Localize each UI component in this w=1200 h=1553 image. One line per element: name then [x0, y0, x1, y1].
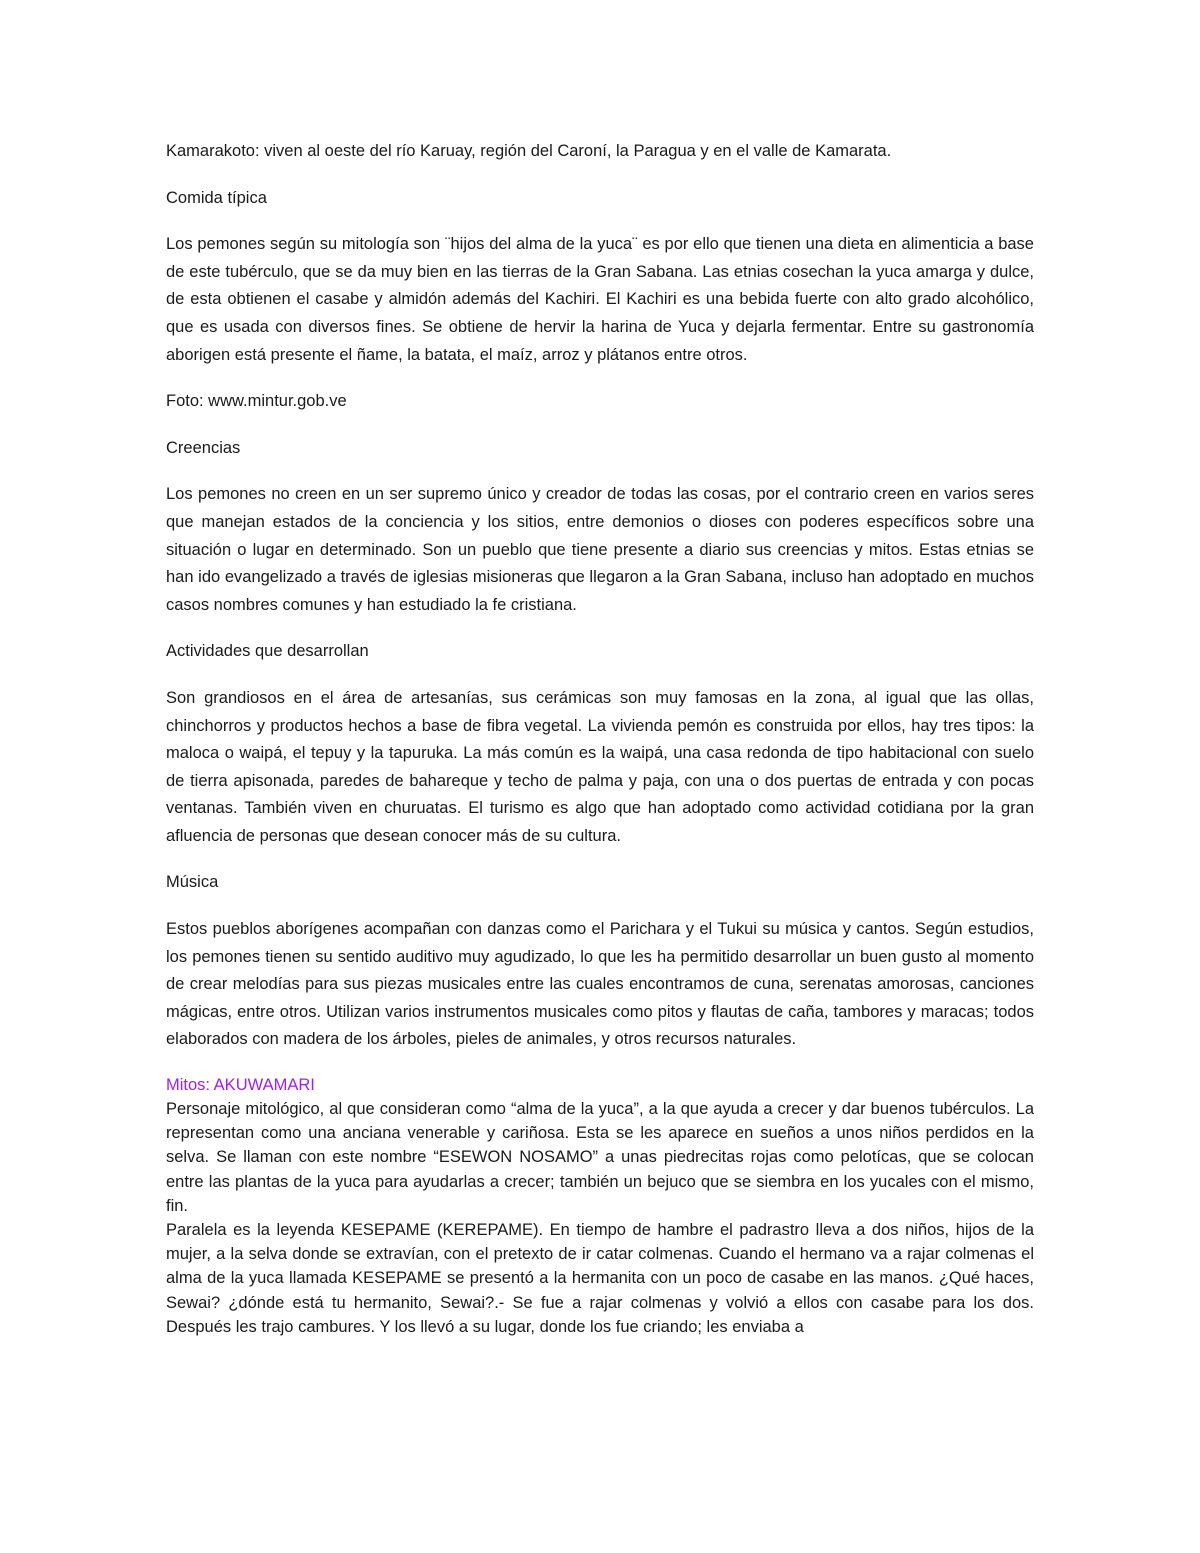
music-heading: Música — [166, 873, 219, 892]
intro-paragraph: Kamarakoto: viven al oeste del río Karuay, región del Caroní, la Paragua y en el valle de Kamarata. — [166, 142, 892, 160]
food-paragraph: Los pemones según su mitología son ¨hijos del alma de la yuca¨ es por ello que tienen una dieta en alimenticia a base de este tubérculo, que se da muy bien en las tierras de la Gran Sabana. Las etnias cosechan la yuca amarga y dulce, de esta obtienen el casabe y almidón además del Kachiri. El Kachiri es una bebida fuerte con alto grado alcohólico, que es usada con diversos fines. Se obtiene de hervir la harina de Yuca y dejarla fermentar. Entre su gastronomía aborigen está presente el ñame, la batata, el maíz, arroz y plátanos entre otros. — [166, 235, 1034, 364]
myths-paragraph-2: Paralela es la leyenda KESEPAME (KEREPAME). En tiempo de hambre el padrastro lleva a dos niños, hijos de la mujer, a la selva donde se extravían, con el pretexto de ir catar colmenas. Cuando el hermano va a rajar colmenas el alma de la yuca llamada KESEPAME se presentó a la hermanita con un poco de casabe en las manos. ¿Qué haces, Sewai? ¿dónde está tu hermanito, Sewai?.- Se fue a rajar colmenas y volvió a ellos con casabe para los dos. Después les trajo cambures. Y los llevó a su lugar, donde los fue criando; les enviaba a — [166, 1221, 1034, 1336]
food-heading: Comida típica — [166, 188, 267, 207]
myths-heading: Mitos: AKUWAMARI — [166, 1076, 315, 1095]
beliefs-paragraph: Los pemones no creen en un ser supremo único y creador de todas las cosas, por el contrario creen en varios seres que manejan estados de la conciencia y los sitios, entre demonios o dioses con poderes específicos sobre una situación o lugar en determinado. Son un pueblo que tiene presente a diario sus creencias y mitos. Estas etnias se han ido evangelizado a través de iglesias misioneras que llegaron a la Gran Sabana, incluso han adoptado en muchos casos nombres comunes y han estudiado la fe cristiana. — [166, 485, 1034, 614]
document-page — [166, 138, 1034, 1339]
music-paragraph: Estos pueblos aborígenes acompañan con danzas como el Parichara y el Tukui su música y cantos. Según estudios, los pemones tienen su sentido auditivo muy agudizado, lo que les ha permitido desarrollar un buen gusto al momento de crear melodías para sus piezas musicales entre las cuales encontramos de cuna, serenatas amorosas, canciones mágicas, entre otros. Utilizan varios instrumentos musicales como pitos y flautas de caña, tambores y maracas; todos elaborados con madera de los árboles, pieles de animales, y otros recursos naturales. — [166, 920, 1034, 1049]
activities-heading: Actividades que desarrollan — [166, 642, 369, 661]
photo-credit: Foto: www.mintur.gob.ve — [166, 392, 347, 411]
myths-paragraph-1: Personaje mitológico, al que consideran como “alma de la yuca”, a la que ayuda a crecer y dar buenos tubérculos. La representan como una anciana venerable y cariñosa. Esta se les aparece en sueños a unos niños perdidos en la selva. Se llaman con este nombre “ESEWON NOSAMO” a unas piedrecitas rojas como pelotícas, que se colocan entre las plantas de la yuca para ayudarlas a crecer; también un bejuco que se siembra en los yucales con el mismo, fin. — [166, 1100, 1034, 1215]
activities-paragraph: Son grandiosos en el área de artesanías, sus cerámicas son muy famosas en la zona, al igual que las ollas, chinchorros y productos hechos a base de fibra vegetal. La vivienda pemón es construida por ellos, hay tres tipos: la maloca o waipá, el tepuy y la tapuruka. La más común es la waipá, una casa redonda de tipo habitacional con suelo de tierra apisonada, paredes de bahareque y techo de palma y paja, con una o dos puertas de entrada y con pocas ventanas. También viven en churuatas. El turismo es algo que han adoptado como actividad cotidiana por la gran afluencia de personas que desean conocer más de su cultura. — [166, 688, 1034, 845]
beliefs-heading: Creencias — [166, 438, 241, 457]
